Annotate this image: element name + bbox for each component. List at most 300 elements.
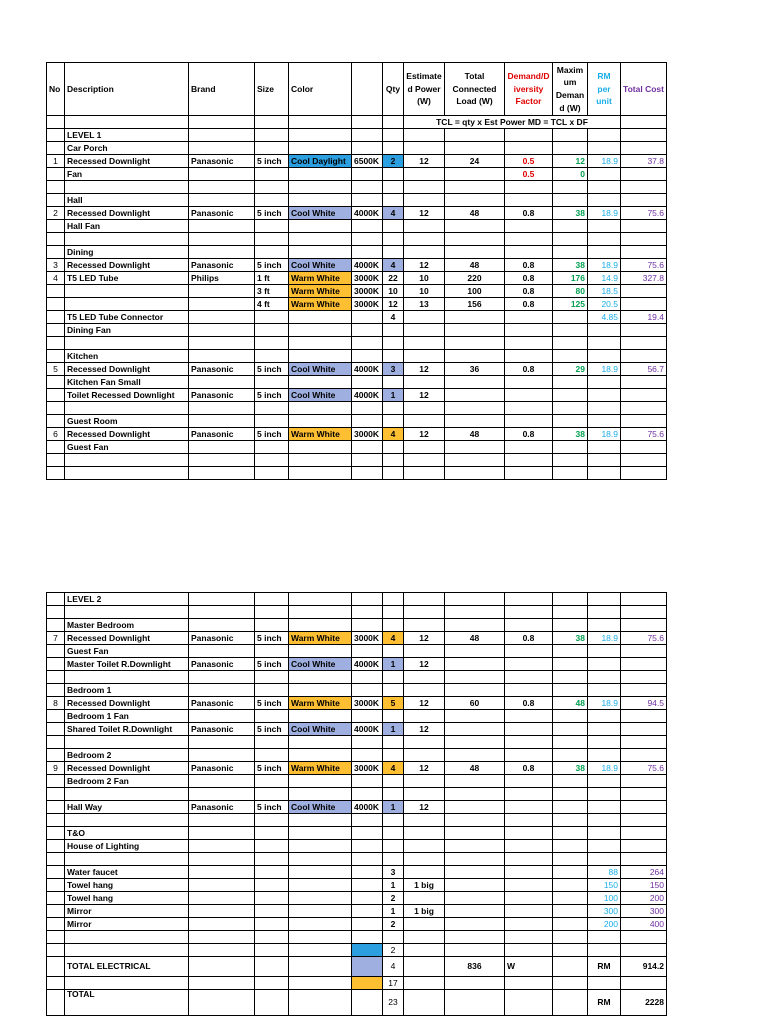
row-tcl bbox=[445, 467, 505, 480]
row-est-power: 12 bbox=[404, 632, 445, 645]
row-description: Hall bbox=[65, 194, 189, 207]
row-demand-factor bbox=[505, 454, 553, 467]
formula-row bbox=[47, 116, 667, 129]
row-color bbox=[289, 918, 352, 931]
row-max-demand bbox=[553, 723, 588, 736]
row-brand: Panasonic bbox=[189, 259, 255, 272]
row-rm-per-unit bbox=[588, 415, 621, 428]
row-qty bbox=[383, 814, 404, 827]
row-qty: 1 bbox=[383, 905, 404, 918]
row-description: Mirror bbox=[65, 905, 189, 918]
row-qty bbox=[383, 931, 404, 944]
table-row bbox=[47, 814, 667, 827]
row-max-demand bbox=[553, 814, 588, 827]
row-rm-per-unit bbox=[588, 684, 621, 697]
row-max-demand bbox=[553, 658, 588, 671]
row-number bbox=[47, 749, 65, 762]
row-rm-per-unit: 18.9 bbox=[588, 363, 621, 376]
row-brand bbox=[189, 415, 255, 428]
row-tcl bbox=[445, 441, 505, 454]
row-total-cost bbox=[621, 671, 667, 684]
row-size bbox=[255, 220, 289, 233]
row-demand-factor bbox=[505, 389, 553, 402]
row-color bbox=[289, 350, 352, 363]
table-row bbox=[47, 220, 667, 233]
row-number bbox=[47, 801, 65, 814]
row-est-power bbox=[404, 194, 445, 207]
row-number bbox=[47, 710, 65, 723]
row-tcl: 100 bbox=[445, 285, 505, 298]
row-total-cost bbox=[621, 298, 667, 311]
row-tcl: 36 bbox=[445, 363, 505, 376]
row-qty bbox=[383, 788, 404, 801]
row-rm-per-unit: 14.9 bbox=[588, 272, 621, 285]
row-est-power: 12 bbox=[404, 801, 445, 814]
row-tcl bbox=[445, 671, 505, 684]
row-qty bbox=[383, 402, 404, 415]
row-demand-factor: 0.8 bbox=[505, 632, 553, 645]
row-tcl: 60 bbox=[445, 697, 505, 710]
row-qty: 1 bbox=[383, 389, 404, 402]
row-est-power bbox=[404, 710, 445, 723]
row-tcl bbox=[445, 866, 505, 879]
row-total-cost bbox=[621, 454, 667, 467]
row-total-cost bbox=[621, 181, 667, 194]
row-size bbox=[255, 593, 289, 606]
row-size bbox=[255, 788, 289, 801]
row-brand bbox=[189, 311, 255, 324]
header-rm-per-unit: RM per unit bbox=[588, 63, 621, 116]
row-brand bbox=[189, 220, 255, 233]
row-description: LEVEL 1 bbox=[65, 129, 189, 142]
row-color-temp bbox=[352, 467, 383, 480]
row-rm-per-unit bbox=[588, 606, 621, 619]
cool-daylight-count: 2 bbox=[383, 944, 404, 957]
row-number bbox=[47, 220, 65, 233]
row-description: House of Lighting bbox=[65, 840, 189, 853]
row-tcl: 48 bbox=[445, 207, 505, 220]
row-brand bbox=[189, 775, 255, 788]
row-tcl bbox=[445, 710, 505, 723]
row-number bbox=[47, 866, 65, 879]
row-total-cost bbox=[621, 324, 667, 337]
row-total-cost: 19.4 bbox=[621, 311, 667, 324]
row-tcl: 220 bbox=[445, 272, 505, 285]
row-color-temp bbox=[352, 918, 383, 931]
row-description: Hall Way bbox=[65, 801, 189, 814]
row-description bbox=[65, 402, 189, 415]
table-row bbox=[47, 931, 667, 944]
table-row bbox=[47, 606, 667, 619]
row-color bbox=[289, 788, 352, 801]
row-rm-per-unit bbox=[588, 389, 621, 402]
table-row bbox=[47, 467, 667, 480]
row-tcl bbox=[445, 324, 505, 337]
row-brand bbox=[189, 619, 255, 632]
row-demand-factor bbox=[505, 775, 553, 788]
row-max-demand bbox=[553, 233, 588, 246]
table-row bbox=[47, 402, 667, 415]
row-description bbox=[65, 788, 189, 801]
row-demand-factor bbox=[505, 723, 553, 736]
row-color bbox=[289, 324, 352, 337]
row-brand bbox=[189, 931, 255, 944]
row-rm-per-unit: 200 bbox=[588, 918, 621, 931]
row-est-power: 13 bbox=[404, 298, 445, 311]
row-number bbox=[47, 350, 65, 363]
row-total-cost bbox=[621, 749, 667, 762]
row-total-cost bbox=[621, 376, 667, 389]
row-description: Mirror bbox=[65, 918, 189, 931]
table-row bbox=[47, 879, 667, 892]
row-qty bbox=[383, 350, 404, 363]
row-color-temp: 3000K bbox=[352, 428, 383, 441]
row-rm-per-unit: 18.5 bbox=[588, 285, 621, 298]
row-tcl bbox=[445, 931, 505, 944]
row-brand bbox=[189, 736, 255, 749]
table-row bbox=[47, 389, 667, 402]
row-rm-per-unit bbox=[588, 775, 621, 788]
row-max-demand bbox=[553, 311, 588, 324]
row-color-temp: 4000K bbox=[352, 259, 383, 272]
row-est-power: 12 bbox=[404, 428, 445, 441]
row-demand-factor bbox=[505, 788, 553, 801]
row-max-demand bbox=[553, 801, 588, 814]
row-color-temp bbox=[352, 866, 383, 879]
row-description: Dining Fan bbox=[65, 324, 189, 337]
row-number bbox=[47, 233, 65, 246]
row-max-demand bbox=[553, 181, 588, 194]
row-tcl bbox=[445, 853, 505, 866]
row-size bbox=[255, 905, 289, 918]
row-qty bbox=[383, 467, 404, 480]
row-demand-factor bbox=[505, 671, 553, 684]
row-number: 6 bbox=[47, 428, 65, 441]
row-rm-per-unit: 150 bbox=[588, 879, 621, 892]
row-number bbox=[47, 840, 65, 853]
table-row bbox=[47, 311, 667, 324]
row-color bbox=[289, 879, 352, 892]
table-row bbox=[47, 710, 667, 723]
row-brand bbox=[189, 840, 255, 853]
row-demand-factor bbox=[505, 337, 553, 350]
row-brand bbox=[189, 827, 255, 840]
row-tcl bbox=[445, 454, 505, 467]
row-est-power bbox=[404, 619, 445, 632]
row-description bbox=[65, 931, 189, 944]
row-max-demand bbox=[553, 892, 588, 905]
table-row bbox=[47, 632, 667, 645]
row-number bbox=[47, 788, 65, 801]
row-brand: Panasonic bbox=[189, 363, 255, 376]
row-description: Bedroom 2 bbox=[65, 749, 189, 762]
row-tcl bbox=[445, 788, 505, 801]
row-description: Recessed Downlight bbox=[65, 762, 189, 775]
row-max-demand bbox=[553, 710, 588, 723]
row-description: T5 LED Tube bbox=[65, 272, 189, 285]
row-color-temp bbox=[352, 337, 383, 350]
row-number bbox=[47, 645, 65, 658]
row-tcl bbox=[445, 645, 505, 658]
row-rm-per-unit bbox=[588, 467, 621, 480]
row-brand bbox=[189, 376, 255, 389]
row-brand bbox=[189, 879, 255, 892]
row-description: Master Bedroom bbox=[65, 619, 189, 632]
row-color: Warm White bbox=[289, 272, 352, 285]
row-max-demand bbox=[553, 736, 588, 749]
row-rm-per-unit bbox=[588, 645, 621, 658]
row-color bbox=[289, 866, 352, 879]
row-rm-per-unit bbox=[588, 671, 621, 684]
row-max-demand bbox=[553, 775, 588, 788]
table-row bbox=[47, 194, 667, 207]
row-color-temp: 4000K bbox=[352, 801, 383, 814]
row-brand bbox=[189, 606, 255, 619]
row-max-demand: 48 bbox=[553, 697, 588, 710]
row-tcl bbox=[445, 619, 505, 632]
row-size bbox=[255, 441, 289, 454]
row-rm-per-unit: 18.9 bbox=[588, 155, 621, 168]
row-qty: 12 bbox=[383, 298, 404, 311]
row-size: 5 inch bbox=[255, 801, 289, 814]
row-rm-per-unit: 100 bbox=[588, 892, 621, 905]
row-number bbox=[47, 658, 65, 671]
row-est-power: 10 bbox=[404, 285, 445, 298]
row-demand-factor bbox=[505, 710, 553, 723]
row-color bbox=[289, 467, 352, 480]
row-rm-per-unit bbox=[588, 840, 621, 853]
row-qty: 1 bbox=[383, 658, 404, 671]
row-rm-per-unit: 88 bbox=[588, 866, 621, 879]
row-total-cost: 150 bbox=[621, 879, 667, 892]
row-size bbox=[255, 415, 289, 428]
row-demand-factor bbox=[505, 220, 553, 233]
row-demand-factor: 0.8 bbox=[505, 298, 553, 311]
row-est-power bbox=[404, 853, 445, 866]
row-demand-factor bbox=[505, 853, 553, 866]
row-demand-factor: 0.8 bbox=[505, 762, 553, 775]
row-est-power: 12 bbox=[404, 723, 445, 736]
row-qty: 1 bbox=[383, 879, 404, 892]
row-size bbox=[255, 710, 289, 723]
row-size: 5 inch bbox=[255, 428, 289, 441]
row-demand-factor bbox=[505, 467, 553, 480]
row-number bbox=[47, 775, 65, 788]
row-est-power: 10 bbox=[404, 272, 445, 285]
row-est-power: 12 bbox=[404, 207, 445, 220]
row-est-power bbox=[404, 246, 445, 259]
table-row bbox=[47, 684, 667, 697]
row-total-cost: 75.6 bbox=[621, 632, 667, 645]
row-demand-factor bbox=[505, 233, 553, 246]
row-demand-factor bbox=[505, 129, 553, 142]
row-brand: Panasonic bbox=[189, 723, 255, 736]
row-description: T5 LED Tube Connector bbox=[65, 311, 189, 324]
row-brand bbox=[189, 142, 255, 155]
row-tcl bbox=[445, 814, 505, 827]
row-tcl: 24 bbox=[445, 155, 505, 168]
row-rm-per-unit bbox=[588, 441, 621, 454]
row-description bbox=[65, 285, 189, 298]
row-est-power bbox=[404, 788, 445, 801]
row-tcl bbox=[445, 801, 505, 814]
row-qty bbox=[383, 671, 404, 684]
row-color: Warm White bbox=[289, 632, 352, 645]
row-rm-per-unit bbox=[588, 814, 621, 827]
row-qty bbox=[383, 827, 404, 840]
row-description bbox=[65, 337, 189, 350]
row-number bbox=[47, 441, 65, 454]
row-description: Dining bbox=[65, 246, 189, 259]
row-max-demand bbox=[553, 246, 588, 259]
row-color bbox=[289, 311, 352, 324]
row-color bbox=[289, 619, 352, 632]
row-brand bbox=[189, 168, 255, 181]
row-description: Kitchen bbox=[65, 350, 189, 363]
row-tcl bbox=[445, 658, 505, 671]
row-total-cost bbox=[621, 467, 667, 480]
row-number bbox=[47, 918, 65, 931]
row-color: Cool White bbox=[289, 801, 352, 814]
row-total-cost: 94.5 bbox=[621, 697, 667, 710]
row-size bbox=[255, 194, 289, 207]
row-color: Warm White bbox=[289, 428, 352, 441]
row-description: Recessed Downlight bbox=[65, 632, 189, 645]
row-qty bbox=[383, 775, 404, 788]
row-brand bbox=[189, 710, 255, 723]
row-number bbox=[47, 402, 65, 415]
row-max-demand bbox=[553, 749, 588, 762]
row-number: 3 bbox=[47, 259, 65, 272]
row-max-demand: 176 bbox=[553, 272, 588, 285]
row-qty bbox=[383, 246, 404, 259]
header-max-demand: Maxim um Deman d (W) bbox=[553, 63, 588, 116]
row-number bbox=[47, 376, 65, 389]
row-max-demand bbox=[553, 389, 588, 402]
row-total-cost bbox=[621, 853, 667, 866]
row-color-temp: 3000K bbox=[352, 298, 383, 311]
row-number bbox=[47, 454, 65, 467]
row-brand bbox=[189, 194, 255, 207]
row-qty: 4 bbox=[383, 311, 404, 324]
row-number: 1 bbox=[47, 155, 65, 168]
row-brand: Panasonic bbox=[189, 632, 255, 645]
table-row bbox=[47, 337, 667, 350]
lighting-table-level-2 bbox=[46, 592, 667, 1016]
row-size bbox=[255, 827, 289, 840]
table-row bbox=[47, 298, 667, 311]
row-rm-per-unit bbox=[588, 710, 621, 723]
summary-row-cd bbox=[47, 944, 667, 957]
row-demand-factor bbox=[505, 441, 553, 454]
row-rm-per-unit: 18.9 bbox=[588, 697, 621, 710]
row-tcl: 48 bbox=[445, 632, 505, 645]
row-max-demand bbox=[553, 402, 588, 415]
formula-note: TCL = qty x Est Power MD = TCL x DF bbox=[404, 116, 621, 129]
row-number bbox=[47, 723, 65, 736]
row-qty bbox=[383, 129, 404, 142]
row-demand-factor bbox=[505, 606, 553, 619]
row-size: 5 inch bbox=[255, 697, 289, 710]
row-total-cost bbox=[621, 194, 667, 207]
row-size bbox=[255, 337, 289, 350]
row-qty: 5 bbox=[383, 697, 404, 710]
row-number bbox=[47, 168, 65, 181]
row-rm-per-unit: 300 bbox=[588, 905, 621, 918]
row-qty bbox=[383, 441, 404, 454]
table-row bbox=[47, 762, 667, 775]
row-demand-factor bbox=[505, 892, 553, 905]
row-color-temp bbox=[352, 415, 383, 428]
row-tcl bbox=[445, 593, 505, 606]
row-color: Warm White bbox=[289, 762, 352, 775]
row-max-demand bbox=[553, 220, 588, 233]
row-color bbox=[289, 736, 352, 749]
row-total-cost bbox=[621, 142, 667, 155]
row-color bbox=[289, 645, 352, 658]
row-brand bbox=[189, 866, 255, 879]
row-brand bbox=[189, 337, 255, 350]
row-est-power bbox=[404, 337, 445, 350]
row-est-power bbox=[404, 671, 445, 684]
row-size: 5 inch bbox=[255, 723, 289, 736]
row-color-temp: 4000K bbox=[352, 363, 383, 376]
table-row bbox=[47, 142, 667, 155]
table-row bbox=[47, 324, 667, 337]
row-color: Cool White bbox=[289, 658, 352, 671]
row-demand-factor bbox=[505, 827, 553, 840]
row-brand bbox=[189, 441, 255, 454]
row-rm-per-unit bbox=[588, 931, 621, 944]
row-demand-factor bbox=[505, 593, 553, 606]
row-size bbox=[255, 866, 289, 879]
row-brand: Panasonic bbox=[189, 658, 255, 671]
table-row bbox=[47, 723, 667, 736]
row-size: 5 inch bbox=[255, 259, 289, 272]
header-qty: Qty bbox=[383, 63, 404, 116]
row-color-temp: 3000K bbox=[352, 632, 383, 645]
row-number bbox=[47, 671, 65, 684]
row-description: Car Porch bbox=[65, 142, 189, 155]
row-description bbox=[65, 671, 189, 684]
row-est-power bbox=[404, 376, 445, 389]
row-demand-factor bbox=[505, 645, 553, 658]
row-size bbox=[255, 619, 289, 632]
row-max-demand bbox=[553, 905, 588, 918]
row-color bbox=[289, 246, 352, 259]
row-color bbox=[289, 814, 352, 827]
row-number bbox=[47, 931, 65, 944]
row-size bbox=[255, 129, 289, 142]
row-max-demand bbox=[553, 827, 588, 840]
row-rm-per-unit bbox=[588, 658, 621, 671]
row-color-temp bbox=[352, 853, 383, 866]
row-rm-per-unit bbox=[588, 220, 621, 233]
row-qty: 2 bbox=[383, 918, 404, 931]
row-est-power bbox=[404, 684, 445, 697]
row-demand-factor bbox=[505, 619, 553, 632]
row-number: 9 bbox=[47, 762, 65, 775]
table-row bbox=[47, 168, 667, 181]
summary-row-ww bbox=[47, 977, 667, 990]
row-rm-per-unit bbox=[588, 402, 621, 415]
row-qty bbox=[383, 168, 404, 181]
row-demand-factor bbox=[505, 415, 553, 428]
row-rm-per-unit bbox=[588, 853, 621, 866]
row-max-demand bbox=[553, 376, 588, 389]
row-total-cost: 75.6 bbox=[621, 762, 667, 775]
row-max-demand bbox=[553, 606, 588, 619]
